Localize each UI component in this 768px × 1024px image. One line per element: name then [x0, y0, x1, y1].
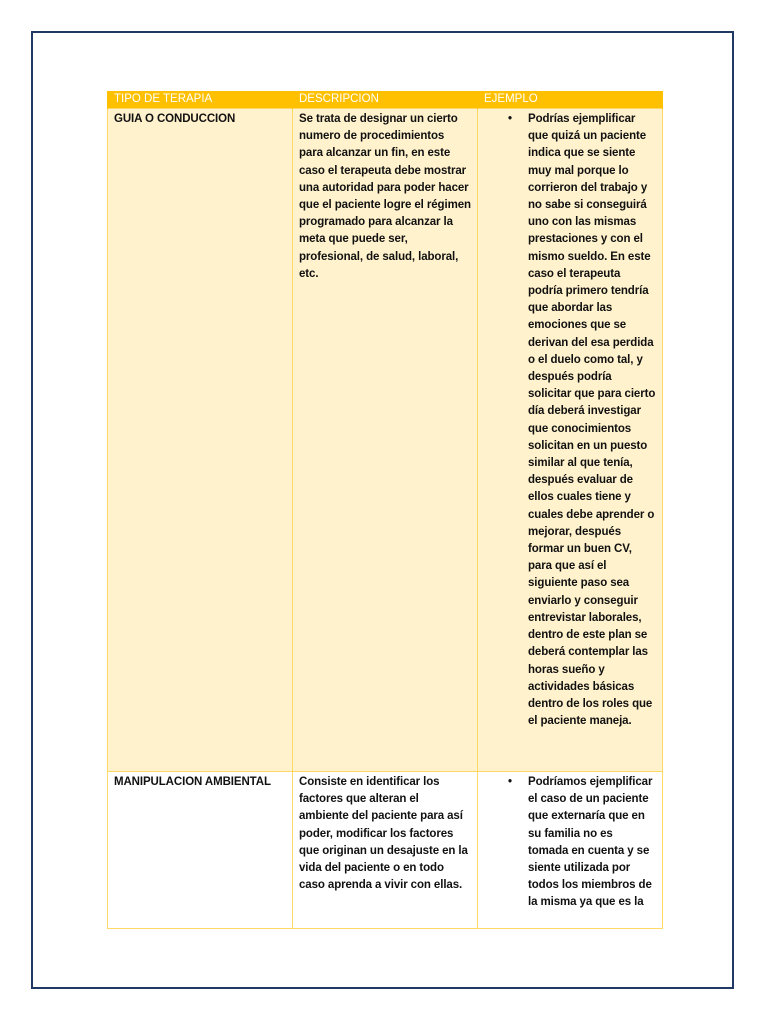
header-descripcion: DESCRIPCION — [293, 91, 478, 109]
bullet-icon: • — [508, 113, 512, 125]
therapy-table — [107, 91, 663, 929]
cell-descripcion: Consiste en identificar los factores que alteran el ambiente del paciente para así poder, modificar los factores que originan un desajuste en la vida del paciente o en todo caso aprenda a vivir con ellas. — [293, 772, 478, 929]
table-header-row — [108, 91, 663, 109]
list-item — [484, 111, 656, 730]
table-row — [108, 109, 663, 772]
list-item — [484, 774, 656, 912]
cell-descripcion: Se trata de designar un cierto numero de procedimientos para alcanzar un fin, en este caso el terapeuta debe mostrar una autoridad para poder hacer que el paciente logre el régimen programado para alcanzar la meta que puede ser, profesional, de salud, laboral, etc. — [293, 109, 478, 772]
bullet-icon: • — [508, 776, 512, 788]
ejemplo-text: Podrías ejemplificar que quizá un paciente indica que se siente muy mal porque lo corrieron del trabajo y no sabe si conseguirá uno con las mismas prestaciones y con el mismo sueldo. En este caso el terapeuta podría primero tendría que abordar las emociones que se derivan del esa perdida o el duelo como tal, y después podría solicitar que para cierto día deberá investigar que conocimientos solicitan en un puesto similar al que tenía, después evaluar de ellos cuales tiene y cuales debe aprender o mejorar, después formar un buen CV, para que así el siguiente paso sea enviarlo y conseguir entrevistar laborales, dentro de este plan se deberá contemplar las horas sueño y actividades básicas dentro de los roles que el paciente maneja. — [528, 113, 656, 728]
table-row — [108, 772, 663, 929]
cell-tipo: MANIPULACION AMBIENTAL — [108, 772, 293, 929]
ejemplo-text: Podríamos ejemplificar el caso de un paciente que externaría que en su familia no es tomada en cuenta y se siente utilizada por todos los miembros de la misma ya que es la — [528, 776, 653, 909]
header-ejemplo: EJEMPLO — [478, 91, 663, 109]
cell-tipo: GUIA O CONDUCCION — [108, 109, 293, 772]
cell-ejemplo — [478, 772, 663, 929]
header-tipo: TIPO DE TERAPIA — [108, 91, 293, 109]
cell-ejemplo — [478, 109, 663, 772]
